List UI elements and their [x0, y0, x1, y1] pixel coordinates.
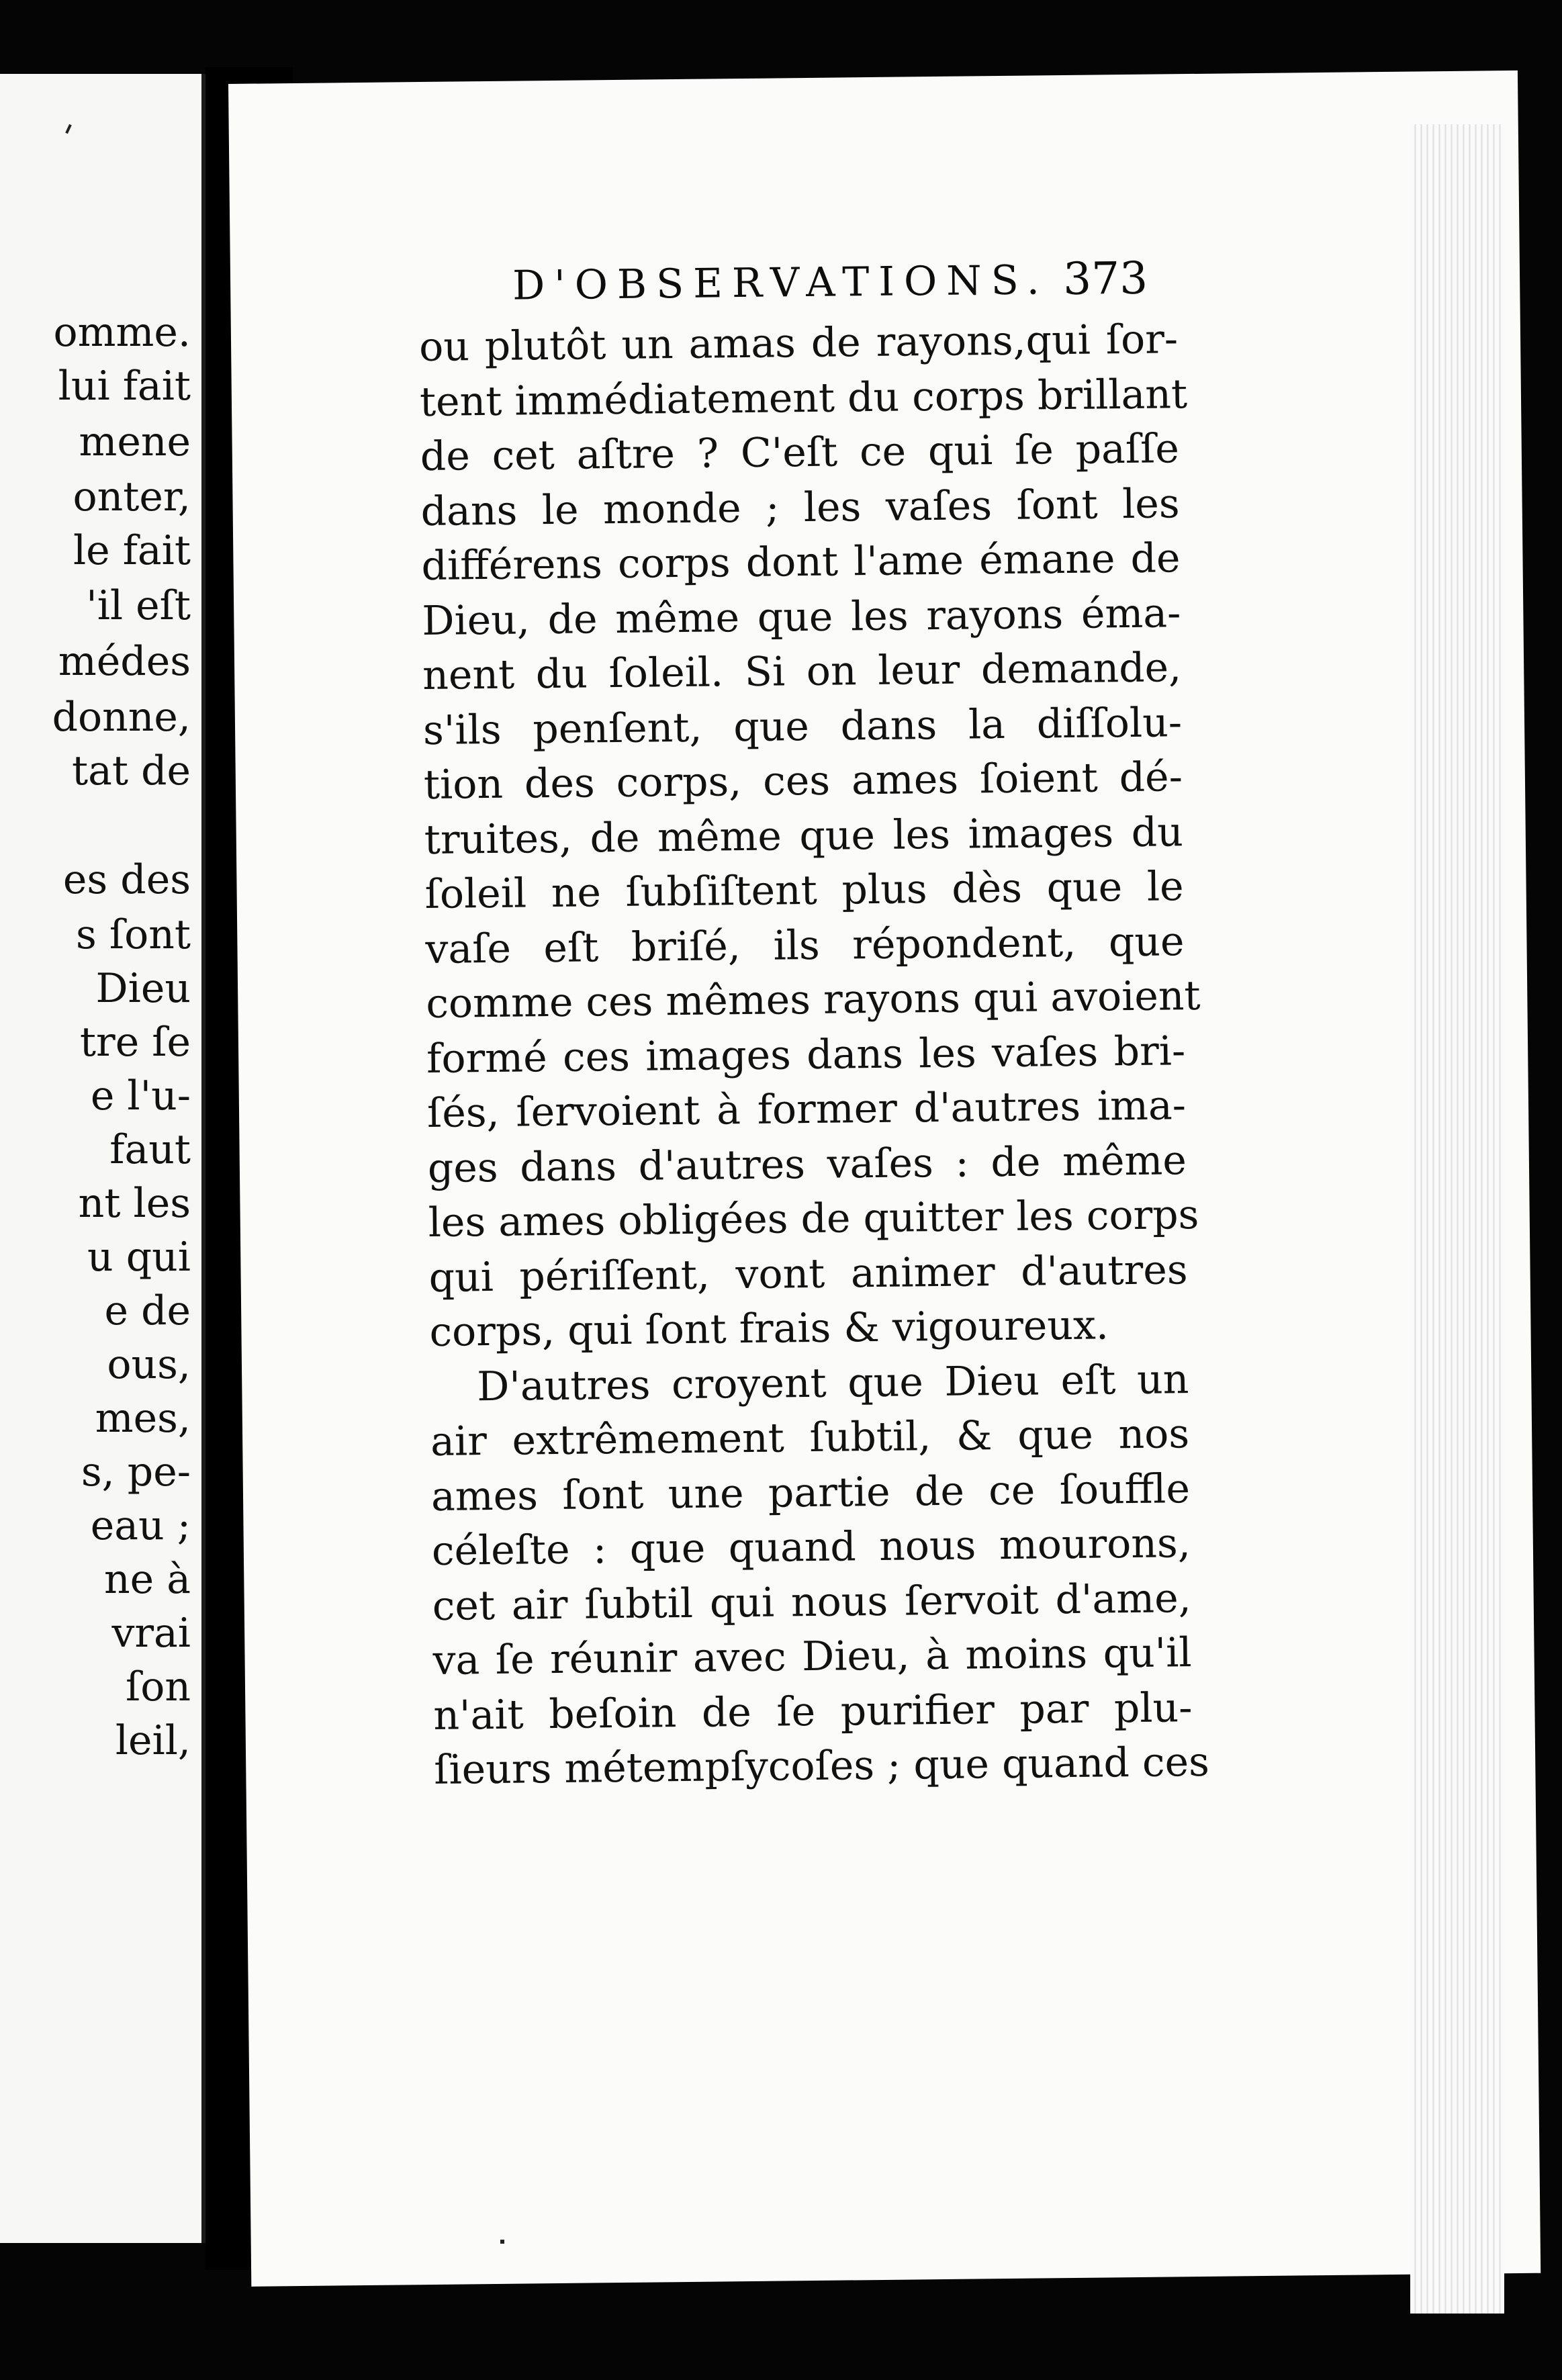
page-number: 373: [1062, 252, 1148, 305]
left-page-line: nt les: [78, 1180, 191, 1227]
left-page-line: mes,: [95, 1395, 191, 1442]
text-line: formé ces images dans les vaſes bri-: [426, 1027, 1186, 1083]
text-line: ames ſont une partie de ce ſouffle: [430, 1465, 1191, 1520]
text-line: D'autres croyent que Dieu eſt un: [476, 1355, 1189, 1410]
left-page-line: e l'u-: [90, 1072, 191, 1119]
left-page-line: ſon: [126, 1663, 191, 1710]
text-line: ſés, ſervoient à former d'autres ima-: [426, 1082, 1187, 1137]
left-page-line: omme.: [53, 309, 191, 356]
text-line: nent du ſoleil. Si on leur demande,: [422, 644, 1182, 700]
running-head: D'OBSERVATIONS.: [512, 257, 1050, 310]
left-page-line: ne à: [104, 1556, 191, 1603]
right-page: [228, 71, 1541, 2287]
text-line: qui périſſent, vont animer d'autres: [428, 1246, 1188, 1301]
left-page: [0, 74, 205, 2243]
left-page-line: vrai: [111, 1610, 191, 1657]
text-line: corps, qui ſont frais & vigoureux.: [429, 1301, 1109, 1356]
text-line: ſoleil ne ſubſiſtent plus dès que le: [424, 863, 1184, 918]
left-page-line: u qui: [87, 1234, 191, 1281]
text-line: cet air ſubtil qui nous ſervoit d'ame,: [432, 1574, 1192, 1630]
text-line: tion des corps, ces ames ſoient dé-: [423, 753, 1183, 809]
text-line: céleſte : que quand nous mourons,: [431, 1520, 1191, 1575]
text-line: de cet aſtre ? C'eſt ce qui ſe paſſe: [420, 425, 1180, 481]
text-line: ges dans d'autres vaſes : de même: [427, 1136, 1187, 1192]
text-line: truites, de même que les images du: [424, 808, 1184, 864]
left-page-line: lui fait: [58, 363, 191, 410]
page-edges: [1410, 124, 1504, 2314]
text-line: n'ait beſoin de ſe purifier par plu-: [433, 1684, 1193, 1739]
text-line: va ſe réunir avec Dieu, à moins qu'il: [432, 1629, 1192, 1684]
text-line: air extrêmement ſubtil, & que nos: [430, 1410, 1190, 1465]
left-page-line: s ſont: [76, 911, 191, 958]
left-page-line: tre ſe: [79, 1019, 191, 1066]
left-page-line: Dieu: [95, 965, 191, 1012]
left-page-line: donne,: [52, 694, 191, 741]
left-page-line: le fait: [73, 527, 191, 574]
left-page-line: es des: [62, 856, 191, 903]
left-page-line: faut: [109, 1126, 191, 1173]
text-line: vaſe eſt briſé, ils répondent, que: [425, 917, 1185, 973]
text-block: [418, 312, 1210, 1798]
text-line: dans le monde ; les vaſes ſont les: [420, 479, 1180, 535]
left-page-line: tat de: [72, 747, 191, 794]
left-page-line: eau ;: [90, 1502, 191, 1549]
text-line: Dieu, de même que les rayons éma-: [422, 589, 1181, 645]
text-line: ſieurs métempſycoſes ; que quand ces: [433, 1738, 1210, 1794]
left-page-line: leil,: [115, 1717, 191, 1764]
text-line: différens corps dont l'ame émane de: [421, 535, 1181, 590]
left-page-line: onter,: [73, 473, 191, 520]
left-page-line: s, pe-: [81, 1449, 191, 1496]
left-page-line: e de: [104, 1287, 191, 1334]
left-page-line: ous,: [107, 1341, 191, 1388]
text-line: s'ils penſent, que dans la diſſolu-: [422, 698, 1183, 754]
left-page-line: mene: [79, 418, 191, 465]
text-line: ou plutôt un amas de rayons,qui ſor-: [418, 316, 1179, 371]
left-page-line: 'il eſt: [86, 582, 191, 629]
left-page-line: médes: [58, 638, 191, 685]
ink-speck: [500, 2240, 504, 2244]
text-line: tent immédiatement du corps brillant: [419, 370, 1188, 426]
text-line: les ames obligées de quitter les corps: [428, 1191, 1199, 1246]
text-line: comme ces mêmes rayons qui avoient: [425, 972, 1201, 1027]
